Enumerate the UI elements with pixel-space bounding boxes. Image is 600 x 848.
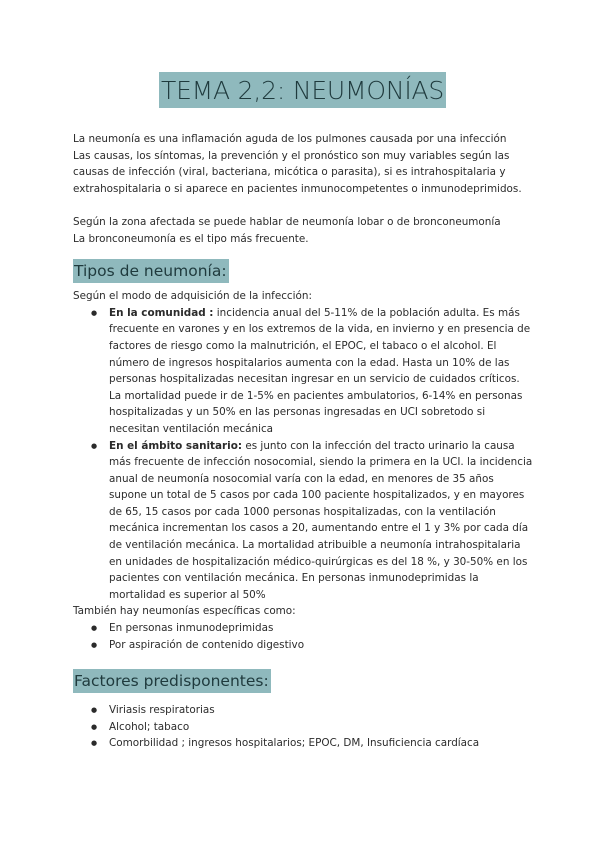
list-item: ● Alcohol; tabaco <box>73 719 533 736</box>
intro-paragraph: Las causas, los síntomas, la prevención y el pronóstico son muy variables según las causas de infección (viral, bacteriana, micótica o parasita), si es intrahospitalaria y extrahospitalaria o si aparece en pacientes inmunocompetentes o inmunodeprimidos. <box>73 149 522 195</box>
item-text: es junto con la infección del tracto urinario la causa más frecuente de infección nosocomial, siendo la primera en la UCI. la incidencia anual de neumonía nosocomial varía con la edad, en menores de 35 años supone un total de 5 casos por cada 100 paciente hospitalizados, y en mayores de 65, 15 casos por cada 1000 personas hospitalizadas, con la ventilación mecánica incrementan los casos a 20, aumentando entre el 1 y 3% por cada día de ventilación mecánica. La mortalidad atribuible a neumonía intrahospitalaria en unidades de hospitalización médico-quirúrgicas es del 18 %, y 30-50% en los pacientes con ventilación mecánica. En personas inmunodeprimidas la mortalidad es superior al 50% <box>109 439 533 601</box>
tipos-also: También hay neumonías específicas como: <box>73 605 296 618</box>
item-text: incidencia anual del 5-11% de la población adulta. Es más frecuente en varones y en los extremos de la vida, en invierno y en presencia de factores de riesgo como la malnutrición, el EPOC, el tabaco o el alcohol. El número de ingresos hospitalarios aumenta con la edad. Hasta un 10% de las personas hospitalizadas necesitan ingresar en un servicio de cuidados críticos. La mortalidad puede ir de 1-5% en pacientes ambulatorios, 6-14% en personas hospitalizadas y un 50% en las personas ingresadas en UCI sobretodo si necesitan ventilación mecánica <box>109 306 531 435</box>
tipos-list <box>73 305 533 604</box>
item-label: En el ámbito sanitario: <box>109 439 243 452</box>
intro-line-1: La neumonía es una inflamación aguda de los pulmones causada por una infección <box>73 133 507 145</box>
list-item: ● En personas inmunodeprimidas <box>73 620 533 637</box>
list-item: ● Comorbilidad ; ingresos hospitalarios; EPOC, DM, Insuficiencia cardíaca <box>73 735 533 752</box>
tipos-heading: Tipos de neumonía: <box>73 259 229 283</box>
list-item: ● Viriasis respiratorias <box>73 702 533 719</box>
list-item <box>73 438 533 604</box>
zona-line-2: La bronconeumonía es el tipo más frecuente. <box>73 232 309 245</box>
tipos-lead: Según el modo de adquisición de la infección: <box>73 290 312 303</box>
factores-list <box>73 702 533 752</box>
list-item: ● Por aspiración de contenido digestivo <box>73 637 533 654</box>
page-title: TEMA 2,2: NEUMONÍAS <box>159 72 446 108</box>
item-label: En la comunidad : <box>109 306 214 319</box>
list-item <box>73 305 533 438</box>
document-body <box>73 131 533 752</box>
specific-list <box>73 620 533 653</box>
factores-heading: Factores predisponentes: <box>73 669 271 693</box>
zona-line-1: Según la zona afectada se puede hablar de neumonía lobar o de bronconeumonía <box>73 215 501 228</box>
